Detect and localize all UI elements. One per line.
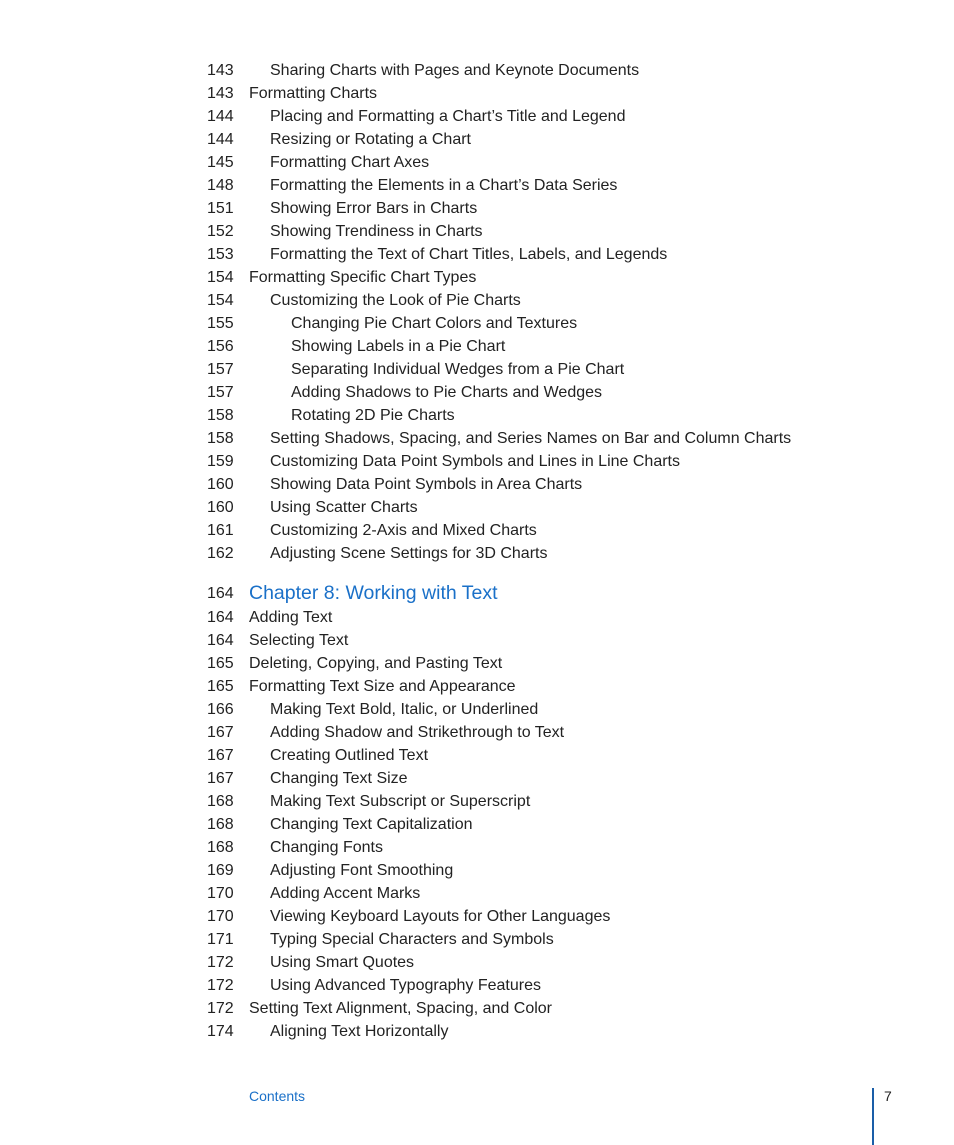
toc-entry[interactable] xyxy=(0,381,954,404)
toc-entry-title[interactable]: Formatting the Text of Chart Titles, Labels, and Legends xyxy=(270,246,668,263)
toc-entry-title[interactable]: Using Scatter Charts xyxy=(270,499,418,516)
toc-entry[interactable] xyxy=(0,652,954,675)
toc-page-number: 168 xyxy=(207,793,234,810)
toc-entry-title[interactable]: Showing Data Point Symbols in Area Charts xyxy=(270,476,583,493)
toc-entry[interactable] xyxy=(0,974,954,997)
toc-entry-title[interactable]: Setting Text Alignment, Spacing, and Color xyxy=(249,1000,552,1017)
toc-entry[interactable] xyxy=(0,197,954,220)
toc-entry-title[interactable]: Customizing Data Point Symbols and Lines in Line Charts xyxy=(270,453,680,470)
toc-entry[interactable] xyxy=(0,427,954,450)
toc-entry-title[interactable]: Typing Special Characters and Symbols xyxy=(270,931,554,948)
toc-entry-title[interactable]: Adding Shadows to Pie Charts and Wedges xyxy=(291,384,603,401)
toc-page-number: 154 xyxy=(207,292,234,309)
toc-entry-title[interactable]: Adding Accent Marks xyxy=(270,885,421,902)
toc-page-number: 156 xyxy=(207,338,234,355)
toc-entry[interactable] xyxy=(0,744,954,767)
toc-entry[interactable] xyxy=(0,82,954,105)
footer-section-label[interactable]: Contents xyxy=(249,1088,306,1104)
toc-entry[interactable] xyxy=(0,721,954,744)
toc-page-number: 151 xyxy=(207,200,234,217)
toc-entry-title[interactable]: Customizing the Look of Pie Charts xyxy=(270,292,521,309)
toc-entry[interactable] xyxy=(0,698,954,721)
toc-page-number: 170 xyxy=(207,885,234,902)
toc-page-number: 158 xyxy=(207,407,234,424)
toc-entry-title[interactable]: Making Text Bold, Italic, or Underlined xyxy=(270,701,539,718)
toc-entry[interactable] xyxy=(0,220,954,243)
toc-entry[interactable] xyxy=(0,859,954,882)
toc-entry-title[interactable]: Rotating 2D Pie Charts xyxy=(291,407,455,424)
toc-page-number: 172 xyxy=(207,977,234,994)
toc-page-number: 153 xyxy=(207,246,234,263)
toc-entry[interactable] xyxy=(0,151,954,174)
toc-entry[interactable] xyxy=(0,289,954,312)
toc-entry[interactable] xyxy=(0,105,954,128)
toc-entry[interactable] xyxy=(0,675,954,698)
toc-page-number: 144 xyxy=(207,108,234,125)
toc-page-number: 167 xyxy=(207,747,234,764)
toc-entry-title[interactable]: Changing Fonts xyxy=(270,839,383,856)
toc-page-number: 168 xyxy=(207,839,234,856)
toc-page-number: 172 xyxy=(207,1000,234,1017)
toc-page-number: 160 xyxy=(207,499,234,516)
toc-page-number: 143 xyxy=(207,62,234,79)
toc-page-number: 162 xyxy=(207,545,234,562)
toc-entry[interactable] xyxy=(0,882,954,905)
toc-entry[interactable] xyxy=(0,629,954,652)
toc-entry-title[interactable]: Showing Error Bars in Charts xyxy=(270,200,478,217)
toc-entry[interactable] xyxy=(0,813,954,836)
toc-entry[interactable] xyxy=(0,450,954,473)
toc-page-number: 145 xyxy=(207,154,234,171)
toc-page-number: 161 xyxy=(207,522,234,539)
toc-entry[interactable] xyxy=(0,335,954,358)
toc-entry-title[interactable]: Formatting Chart Axes xyxy=(270,154,430,171)
toc-entry[interactable] xyxy=(0,243,954,266)
toc-entry-title[interactable]: Deleting, Copying, and Pasting Text xyxy=(249,655,503,672)
toc-entry-title[interactable]: Changing Pie Chart Colors and Textures xyxy=(291,315,578,332)
toc-entry[interactable] xyxy=(0,542,954,565)
toc-entry-title[interactable]: Showing Labels in a Pie Chart xyxy=(291,338,506,355)
footer-page-number: 7 xyxy=(884,1088,892,1104)
toc-entry-title[interactable]: Using Smart Quotes xyxy=(270,954,415,971)
chapter-page-number: 164 xyxy=(207,585,234,602)
toc-page-number: 155 xyxy=(207,315,234,332)
toc-entry[interactable] xyxy=(0,496,954,519)
toc-entry-title[interactable]: Sharing Charts with Pages and Keynote Documents xyxy=(270,62,640,79)
toc-entry-title[interactable]: Making Text Subscript or Superscript xyxy=(270,793,531,810)
toc-entry[interactable] xyxy=(0,1020,954,1043)
toc-entry-title[interactable]: Selecting Text xyxy=(249,632,349,649)
toc-entry-title[interactable]: Separating Individual Wedges from a Pie Chart xyxy=(291,361,625,378)
toc-page-number: 154 xyxy=(207,269,234,286)
toc-page-number: 172 xyxy=(207,954,234,971)
toc-page-number: 157 xyxy=(207,361,234,378)
toc-entry[interactable] xyxy=(0,606,954,629)
toc-entry-title[interactable]: Adding Text xyxy=(249,609,333,626)
toc-entry[interactable] xyxy=(0,59,954,82)
toc-entry[interactable] xyxy=(0,473,954,496)
toc-page-number: 167 xyxy=(207,770,234,787)
toc-entry-title[interactable]: Setting Shadows, Spacing, and Series Names on Bar and Column Charts xyxy=(270,430,792,447)
toc-page-number: 158 xyxy=(207,430,234,447)
toc-entry-title[interactable]: Aligning Text Horizontally xyxy=(270,1023,449,1040)
toc-entry[interactable] xyxy=(0,905,954,928)
toc-page-number: 170 xyxy=(207,908,234,925)
toc-entry-title[interactable]: Changing Text Size xyxy=(270,770,408,787)
chapter-heading[interactable] xyxy=(0,582,954,605)
toc-entry[interactable] xyxy=(0,767,954,790)
toc-entry-title[interactable]: Formatting Text Size and Appearance xyxy=(249,678,516,695)
toc-page-number: 144 xyxy=(207,131,234,148)
toc-entry[interactable] xyxy=(0,312,954,335)
toc-entry[interactable] xyxy=(0,128,954,151)
toc-page-number: 164 xyxy=(207,609,234,626)
toc-entry-title[interactable]: Formatting Specific Chart Types xyxy=(249,269,477,286)
toc-entry-title[interactable]: Placing and Formatting a Chart’s Title and Legend xyxy=(270,108,626,125)
toc-entry-title[interactable]: Formatting Charts xyxy=(249,85,378,102)
toc-entry[interactable] xyxy=(0,358,954,381)
toc-page-number: 165 xyxy=(207,678,234,695)
toc-page-number: 164 xyxy=(207,632,234,649)
toc-entry-title[interactable]: Formatting the Elements in a Chart’s Data Series xyxy=(270,177,618,194)
toc-entry[interactable] xyxy=(0,519,954,542)
toc-page-number: 143 xyxy=(207,85,234,102)
toc-page-number: 167 xyxy=(207,724,234,741)
toc-page-number: 171 xyxy=(207,931,234,948)
toc-entry-title[interactable]: Adding Shadow and Strikethrough to Text xyxy=(270,724,565,741)
toc-entry-title[interactable]: Creating Outlined Text xyxy=(270,747,429,764)
toc-page-number: 152 xyxy=(207,223,234,240)
toc-entry-title[interactable]: Changing Text Capitalization xyxy=(270,816,473,833)
chapter-title[interactable]: Chapter 8: Working with Text xyxy=(249,582,498,604)
toc-entry-title[interactable]: Viewing Keyboard Layouts for Other Languages xyxy=(270,908,611,925)
toc-entry-title[interactable]: Showing Trendiness in Charts xyxy=(270,223,483,240)
toc-page-number: 168 xyxy=(207,816,234,833)
toc-entry-title[interactable]: Resizing or Rotating a Chart xyxy=(270,131,471,148)
toc-entry-title[interactable]: Using Advanced Typography Features xyxy=(270,977,541,994)
footer-divider xyxy=(872,1088,874,1145)
toc-entry[interactable] xyxy=(0,404,954,427)
toc-page-number: 157 xyxy=(207,384,234,401)
toc-page-number: 160 xyxy=(207,476,234,493)
toc-entry-title[interactable]: Adjusting Scene Settings for 3D Charts xyxy=(270,545,548,562)
toc-page-number: 165 xyxy=(207,655,234,672)
toc-entry[interactable] xyxy=(0,928,954,951)
toc-entry-title[interactable]: Customizing 2-Axis and Mixed Charts xyxy=(270,522,537,539)
toc-page-number: 148 xyxy=(207,177,234,194)
toc-entry[interactable] xyxy=(0,997,954,1020)
toc-page-number: 174 xyxy=(207,1023,234,1040)
toc-entry[interactable] xyxy=(0,266,954,289)
toc-entry[interactable] xyxy=(0,836,954,859)
toc-entry[interactable] xyxy=(0,790,954,813)
toc-entry[interactable] xyxy=(0,174,954,197)
toc-page-number: 166 xyxy=(207,701,234,718)
toc-entry-title[interactable]: Adjusting Font Smoothing xyxy=(270,862,454,879)
toc-page-number: 169 xyxy=(207,862,234,879)
toc-entry[interactable] xyxy=(0,951,954,974)
toc-page-number: 159 xyxy=(207,453,234,470)
